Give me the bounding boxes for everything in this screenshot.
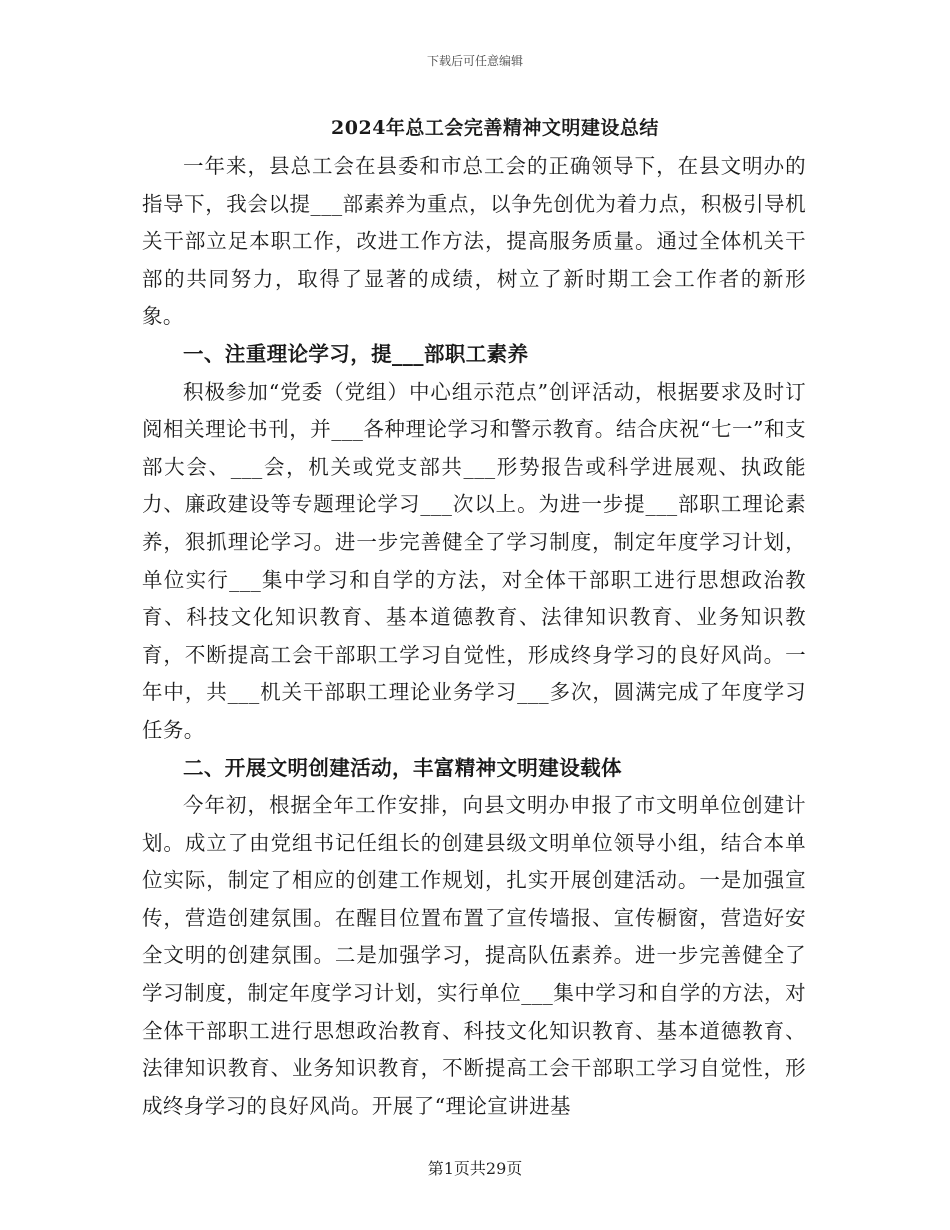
section-heading-1: 一、注重理论学习，提___部职工素养 bbox=[183, 341, 529, 366]
section-1-paragraph: 积极参加“党委（党组）中心组示范点”创评活动，根据要求及时订阅相关理论书刊，并___各种理论学习和警示教育。结合庆祝“七一”和支部大会、___会，机关或党支部共___形势报告或科学进展观、执政能力、廉政建设等专题理论学习___次以上。为进一步提___部职工理论素养，狠抓理论学习。进一步完善健全了学习制度，制定年度学习计划，单位实行___集中学习和自学的方法，对全体干部职工进行思想政治教育、科技文化知识教育、基本道德教育、法律知识教育、业务知识教育，不断提高工会干部职工学习自觉性，形成终身学习的良好风尚。一年中，共___机关干部职工理论业务学习___多次，圆满完成了年度学习任务。 bbox=[142, 379, 806, 742]
document-body bbox=[142, 148, 806, 1125]
section-heading-2: 二、开展文明创建活动，丰富精神文明建设载体 bbox=[183, 755, 622, 780]
page-number: 第1页共29页 bbox=[427, 1159, 523, 1178]
document-title: 2024年总工会完善精神文明建设总结 bbox=[331, 117, 659, 139]
section-2-paragraph: 今年初，根据全年工作安排，向县文明办申报了市文明单位创建计划。成立了由党组书记任组长的创建县级文明单位领导小组，结合本单位实际，制定了相应的创建工作规划，扎实开展创建活动。一是加强宣传，营造创建氛围。在醒目位置布置了宣传墙报、宣传橱窗，营造好安全文明的创建氛围。二是加强学习，提高队伍素养。进一步完善健全了学习制度，制定年度学习计划，实行单位___集中学习和自学的方法，对全体干部职工进行思想政治教育、科技文化知识教育、基本道德教育、法律知识教育、业务知识教育，不断提高工会干部职工学习自觉性，形成终身学习的良好风尚。开展了“理论宣讲进基 bbox=[142, 793, 806, 1118]
intro-paragraph: 一年来，县总工会在县委和市总工会的正确领导下，在县文明办的指导下，我会以提___部素养为重点，以争先创优为着力点，积极引导机关干部立足本职工作，改进工作方法，提高服务质量。通过全体机关干部的共同努力，取得了显著的成绩，树立了新时期工会工作者的新形象。 bbox=[142, 154, 806, 329]
header-note: 下载后可任意编辑 bbox=[426, 54, 523, 68]
